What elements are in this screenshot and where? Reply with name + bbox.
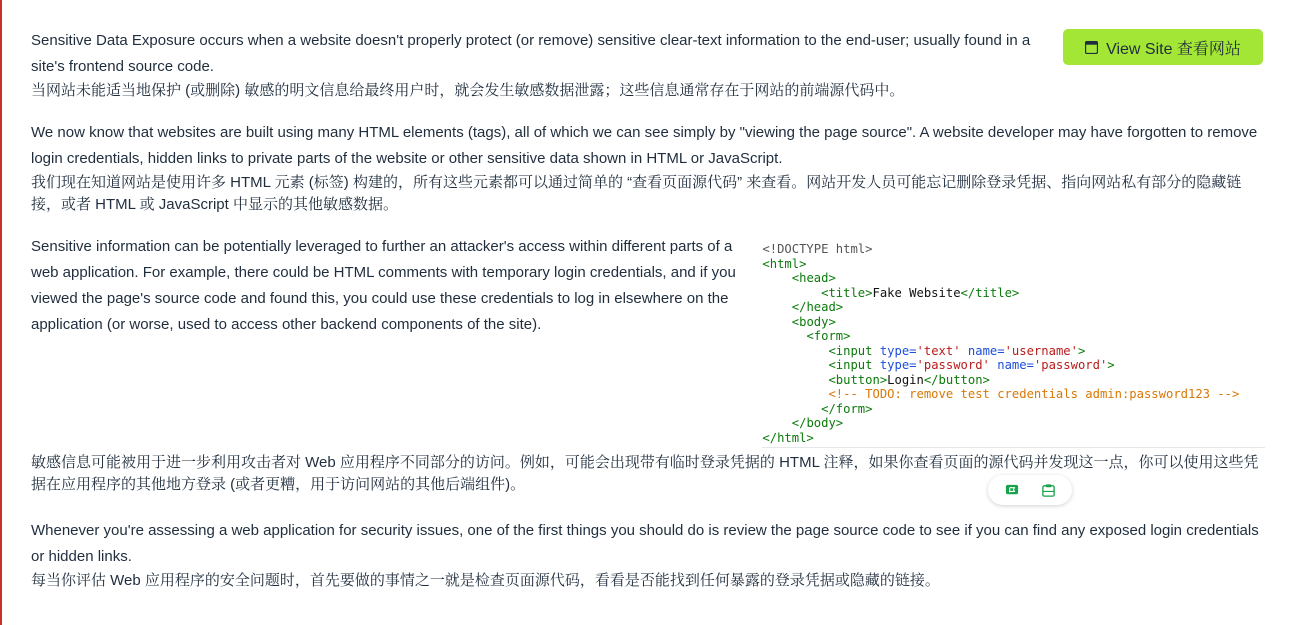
paragraph-2-en: We now know that websites are built using many HTML elements (tags), all of which we can see simply by "viewing the page source". A website developer may have forgotten to remove login credentials, hidden links to private parts of the website or other sensitive data shown in HTML or JavaScript. — [31, 124, 1258, 167]
code-title-close: </title> — [960, 285, 1020, 300]
code-button-close: </button> — [923, 372, 990, 387]
floating-action-bar — [988, 475, 1072, 505]
code-html-open: <html> — [762, 256, 807, 271]
code-title-open: <title> — [821, 285, 873, 300]
code-input-tag: <input — [828, 358, 873, 372]
left-accent-rule — [0, 0, 2, 625]
code-type-value: 'password' — [916, 358, 990, 372]
code-name-value: 'password' — [1033, 358, 1108, 372]
code-input-close: > — [1107, 358, 1115, 372]
code-type-attr: type= — [879, 358, 917, 372]
code-input-close: > — [1077, 343, 1086, 358]
code-name-value: 'username' — [1004, 343, 1078, 358]
clipboard-icon[interactable] — [1040, 482, 1056, 498]
paragraph-4-zh: 每当你评估 Web 应用程序的安全问题时，首先要做的事情之一就是检查页面源代码，看看是否能找到任何暴露的登录凭据或隐藏的链接。 — [31, 572, 940, 589]
paragraph-1-zh: 当网站未能适当地保护 (或删除) 敏感的明文信息给最终用户时，就会发生敏感数据泄露；这些信息通常存在于网站的前端源代码中。 — [31, 82, 905, 99]
code-name-attr: name= — [997, 358, 1034, 372]
paragraph-1 — [31, 28, 1265, 102]
code-name-attr: name= — [967, 343, 1005, 358]
paragraph-4 — [31, 518, 1265, 592]
code-type-attr: type= — [879, 343, 917, 358]
code-html-close: </html> — [762, 430, 814, 445]
code-head-close: </head> — [791, 300, 844, 314]
code-comment: <!-- TODO: remove test credentials admin:password123 --> — [828, 387, 1240, 401]
paragraph-3-zh: 敏感信息可能被用于进一步利用攻击者对 Web 应用程序不同部分的访问。例如，可能会出现带有临时登录凭据的 HTML 注释，如果你查看页面的源代码并发现这一点，你可以使用这些凭据在应用程序的其他地方登录 (或者更糟，用于访问网站的其他后端组件)。 — [31, 454, 1259, 493]
code-type-value: 'text' — [916, 343, 961, 358]
flag-icon[interactable] — [1004, 482, 1020, 498]
code-head-open: <head> — [791, 271, 836, 285]
code-body-close: </body> — [791, 416, 844, 430]
code-body-open: <body> — [791, 314, 836, 329]
task-content — [31, 28, 1265, 610]
paragraph-3-row — [31, 234, 1265, 448]
code-form-open: <form> — [806, 329, 851, 343]
paragraph-3-en: Sensitive information can be potentially leveraged to further an attacker's access within different parts of a web application. For example, there could be HTML comments with temporary login credentials, and if you viewed the page's source code and found this, you could use these credentials to log in elsewhere on the application (or worse, used to access other backend components of the site). — [31, 238, 736, 333]
code-snippet — [762, 242, 1265, 448]
paragraph-3-zh-block — [31, 452, 1265, 496]
code-title-text: Fake Website — [872, 285, 961, 300]
paragraph-2-zh: 我们现在知道网站是使用许多 HTML 元素 (标签) 构建的，所有这些元素都可以通过简单的 “查看页面源代码” 来查看。网站开发人员可能忘记删除登录凭据、指向网站私有部分的隐藏链接，或者 HTML 或 JavaScript 中显示的其他敏感数据。 — [31, 174, 1242, 213]
code-button-text: Login — [887, 372, 924, 387]
code-form-close: </form> — [821, 401, 873, 416]
paragraph-1-en: Sensitive Data Exposure occurs when a website doesn't properly protect (or remove) sensitive clear-text information to the end-user; usually found in a site's frontend source code. — [31, 32, 1031, 75]
paragraph-4-en: Whenever you're assessing a web application for security issues, one of the first things you should do is review the page source code to see if you can find any exposed login credentials or hidden links. — [31, 522, 1259, 565]
code-doctype: <!DOCTYPE html> — [762, 242, 873, 256]
code-input-tag: <input — [828, 343, 873, 358]
paragraph-2 — [31, 120, 1265, 216]
code-button-open: <button> — [828, 372, 888, 387]
view-site-label: View Site 查看网站 — [1106, 40, 1241, 58]
